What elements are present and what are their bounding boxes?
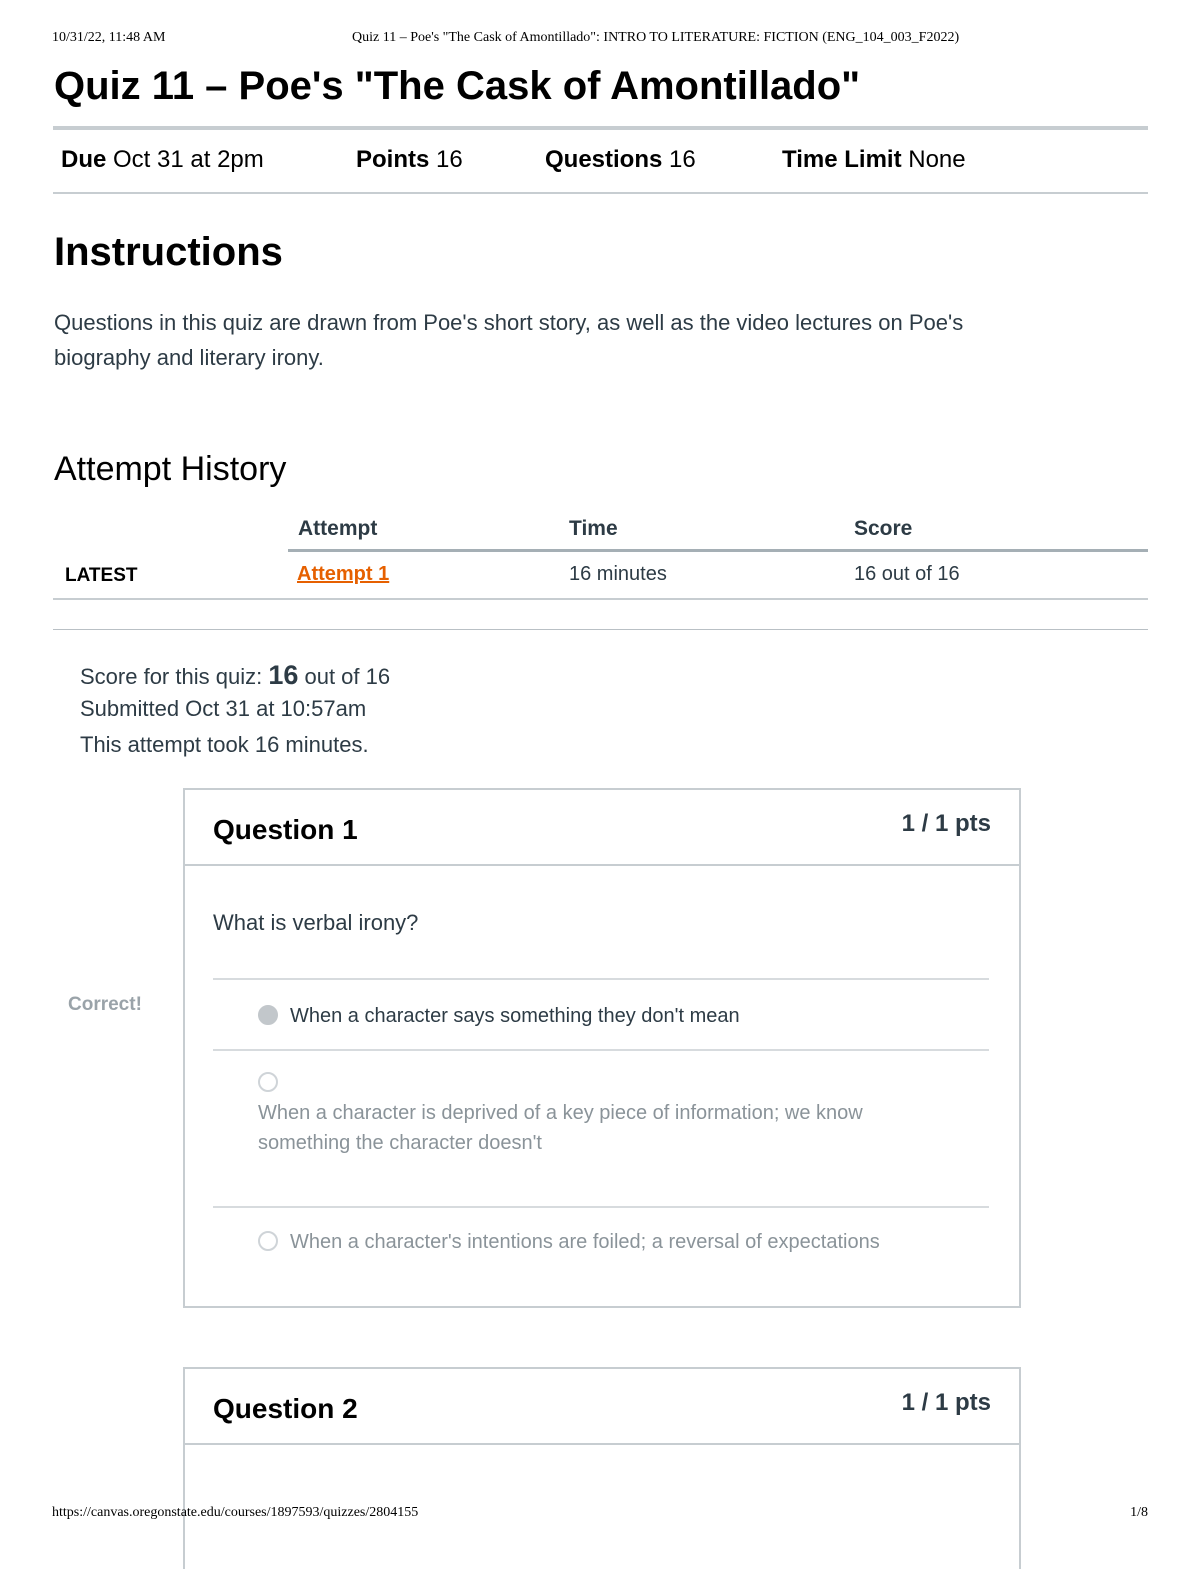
answer-divider [213, 1049, 989, 1051]
due-label: Due [61, 146, 107, 173]
print-page-number: 1/8 [1130, 1505, 1148, 1520]
column-header-score: Score [854, 517, 913, 540]
quiz-result [80, 660, 390, 768]
print-footer [52, 1505, 1148, 1525]
question-text: What is verbal irony? [213, 910, 419, 935]
questions-value: 16 [669, 146, 696, 173]
section-divider [53, 629, 1148, 630]
answer-divider [213, 978, 989, 980]
attempt-1-link[interactable]: Attempt 1 [297, 563, 390, 585]
question-points: 1 / 1 pts [901, 1389, 991, 1416]
column-header-time: Time [569, 517, 618, 540]
meta-divider [53, 192, 1148, 194]
question-header [185, 1369, 1019, 1445]
questions-info [545, 146, 696, 174]
answer-text: When a character is deprived of a key piece of information; we know something the character doesn't [258, 1102, 863, 1154]
questions-label: Questions [545, 146, 663, 173]
due-info [61, 146, 264, 174]
points-info [356, 146, 463, 174]
table-header-divider [288, 549, 1148, 552]
answer-option-3 [258, 1227, 880, 1257]
duration-line: This attempt took 16 minutes. [80, 732, 369, 757]
score-suffix: out of 16 [298, 664, 391, 689]
print-header [52, 30, 1148, 50]
time-limit-value: None [908, 146, 966, 173]
score-line [80, 660, 390, 696]
instructions-heading: Instructions [54, 230, 283, 274]
title-divider [53, 126, 1148, 130]
question-1-card [183, 788, 1021, 1308]
question-title: Question 2 [213, 1393, 358, 1424]
page-title: Quiz 11 – Poe's "The Cask of Amontillado" [54, 64, 861, 108]
question-header [185, 790, 1019, 866]
answer-divider [213, 1206, 989, 1208]
answer-option-1 [258, 1001, 740, 1031]
time-limit-label: Time Limit [782, 146, 902, 173]
answer-text: When a character says something they don't mean [290, 1005, 740, 1027]
latest-label: LATEST [65, 565, 138, 586]
time-limit-info [782, 146, 966, 174]
score-value: 16 [268, 660, 299, 690]
question-2-card [183, 1367, 1021, 1569]
radio-empty-icon [258, 1072, 278, 1092]
radio-empty-icon [258, 1231, 278, 1251]
correct-answer-label: Correct! [68, 994, 182, 1016]
due-value: Oct 31 at 2pm [113, 146, 264, 173]
question-points: 1 / 1 pts [901, 810, 991, 837]
points-label: Points [356, 146, 430, 173]
print-doc-title: Quiz 11 – Poe's "The Cask of Amontillado": INTRO TO LITERATURE: FICTION (ENG_104_003_F2022) [352, 30, 960, 45]
answer-text: When a character's intentions are foiled; a reversal of expectations [290, 1231, 880, 1253]
column-header-attempt: Attempt [298, 517, 378, 540]
radio-selected-icon [258, 1005, 278, 1025]
answer-option-2 [258, 1068, 938, 1158]
print-datetime: 10/31/22, 11:48 AM [52, 30, 166, 45]
attempt-score: 16 out of 16 [854, 563, 960, 585]
attempt-time: 16 minutes [569, 563, 667, 585]
score-prefix: Score for this quiz: [80, 664, 269, 689]
points-value: 16 [436, 146, 463, 173]
question-title: Question 1 [213, 814, 358, 845]
attempt-history-heading: Attempt History [54, 450, 287, 488]
submitted-line: Submitted Oct 31 at 10:57am [80, 696, 367, 721]
table-row-divider [53, 598, 1148, 600]
instructions-text: Questions in this quiz are drawn from Poe's short story, as well as the video lectures on Poe's biography and literary irony. [54, 310, 964, 370]
print-url: https://canvas.oregonstate.edu/courses/1897593/quizzes/2804155 [52, 1505, 419, 1520]
